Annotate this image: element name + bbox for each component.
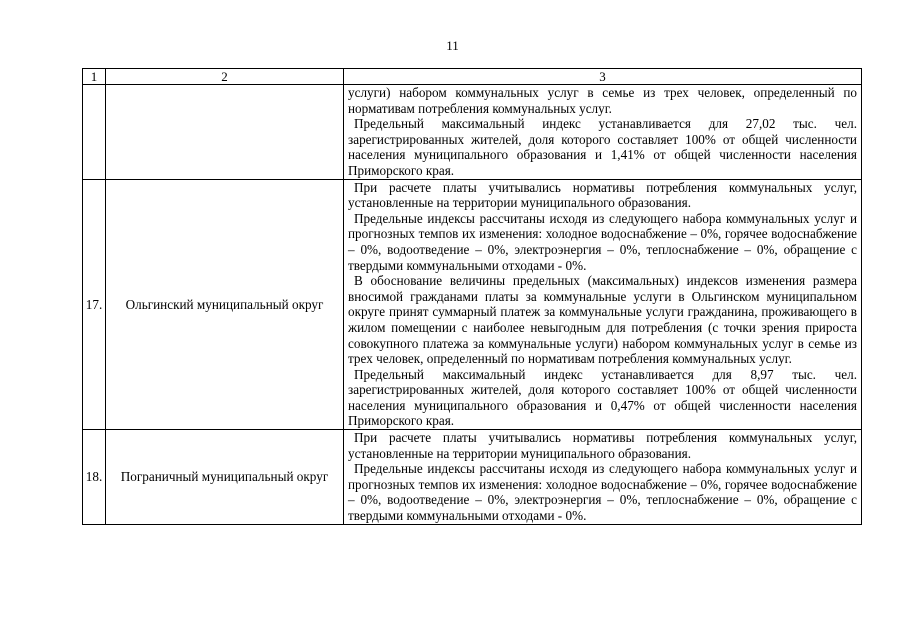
municipality-name: Пограничный муниципальный округ (106, 430, 344, 525)
table-row (83, 179, 862, 430)
column-header-1: 1 (83, 69, 106, 85)
row-number: 17. (83, 179, 106, 430)
row-description (344, 430, 862, 525)
municipal-index-table (82, 68, 862, 525)
description-paragraph: При расчете платы учитывались нормативы потребления коммунальных услуг, установленные на территории муниципального образования. (348, 430, 857, 461)
description-paragraph: В обоснование величины предельных (максимальных) индексов изменения размера вносимой гражданами платы за коммунальные услуги в Ольгинском муниципальном округе принят суммарный платеж за коммунальные услуги гражданина, проживающего в жилом помещении с наиболее невыгодным для потребления (с точки зрения прироста совокупного платежа за коммунальные услуги) набором коммунальных услуг в семье из трех человек, определенный по нормативам потребления коммунальных услуг. (348, 273, 857, 367)
municipality-name (106, 85, 344, 180)
column-header-3: 3 (344, 69, 862, 85)
municipality-name: Ольгинский муниципальный округ (106, 179, 344, 430)
page-number: 11 (446, 38, 459, 53)
description-paragraph: услуги) набором коммунальных услуг в семье из трех человек, определенный по нормативам потребления коммунальных услуг. (348, 85, 857, 116)
description-paragraph: Предельный максимальный индекс устанавливается для 27,02 тыс. чел. зарегистрированных жителей, доля которого составляет 100% от общей численности населения муниципального образования и 1,41% от общей численности населения Приморского края. (348, 116, 857, 178)
description-paragraph: При расчете платы учитывались нормативы потребления коммунальных услуг, установленные на территории муниципального образования. (348, 179, 857, 211)
row-number: 18. (83, 430, 106, 525)
row-description (344, 85, 862, 180)
table-row (83, 85, 862, 180)
row-description (344, 179, 862, 430)
column-header-2: 2 (106, 69, 344, 85)
row-number (83, 85, 106, 180)
description-paragraph: Предельные индексы рассчитаны исходя из следующего набора коммунальных услуг и прогнозных темпов их изменения: холодное водоснабжение – 0%, горячее водоснабжение – 0%, водоотведение – 0%, электроэнергия – 0%, теплоснабжение – 0%, обращение с твердыми коммунальными отходами - 0%. (348, 461, 857, 524)
description-paragraph: Предельные индексы рассчитаны исходя из следующего набора коммунальных услуг и прогнозных темпов их изменения: холодное водоснабжение – 0%, горячее водоснабжение – 0%, водоотведение – 0%, электроэнергия – 0%, теплоснабжение – 0%, обращение с твердыми коммунальными отходами - 0%. (348, 210, 857, 273)
description-paragraph: Предельный максимальный индекс устанавливается для 8,97 тыс. чел. зарегистрированных жителей, доля которого составляет 100% от общей численности населения муниципального образования и 0,47% от общей численности населения Приморского края. (348, 366, 857, 429)
table-row (83, 430, 862, 525)
table-header-row (83, 69, 862, 85)
